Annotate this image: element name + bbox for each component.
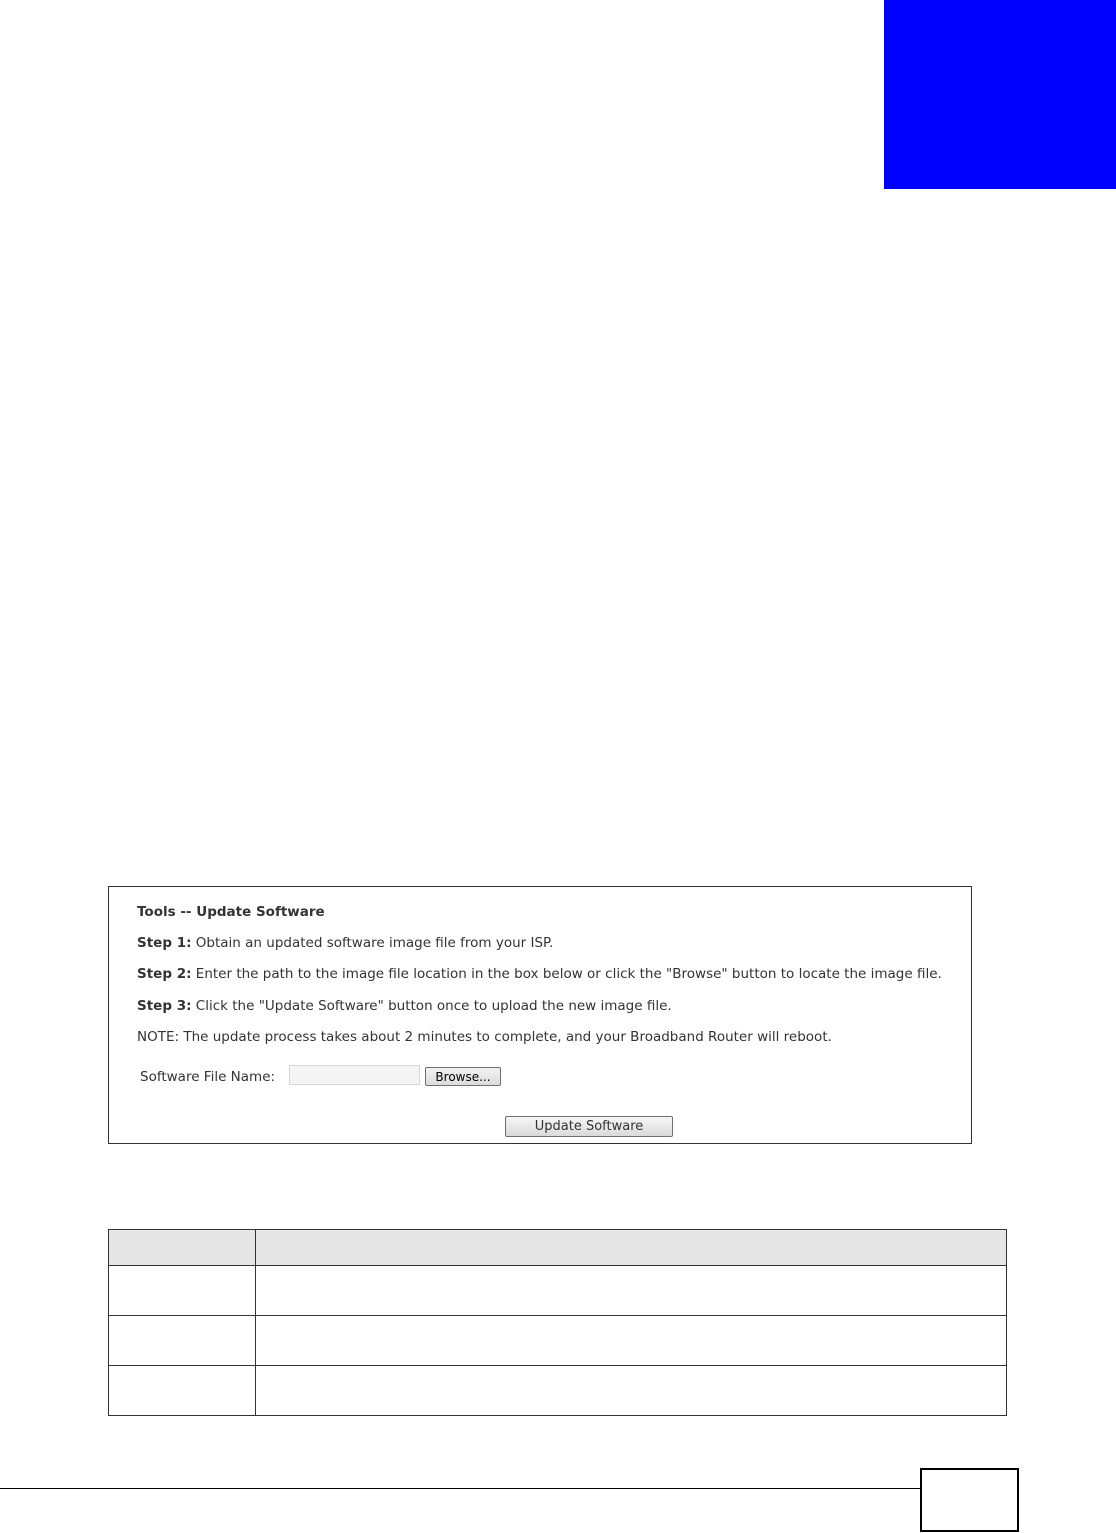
table-cell-description (256, 1366, 1007, 1416)
step-2-instruction (137, 966, 942, 982)
field-description-table (108, 1229, 1007, 1416)
table-cell-label (109, 1316, 256, 1366)
table-cell-description (256, 1316, 1007, 1366)
step-2-label: Step 2: (137, 966, 192, 982)
table-cell-label (109, 1366, 256, 1416)
update-software-button[interactable]: Update Software (505, 1116, 673, 1137)
chapter-tab (884, 0, 1116, 189)
step-3-instruction (137, 998, 672, 1014)
screen-title: Tools -- Update Software (137, 904, 325, 920)
step-3-text: Click the "Update Software" button once to upload the new image file. (191, 998, 672, 1014)
table-row (109, 1366, 1007, 1416)
update-note: NOTE: The update process takes about 2 minutes to complete, and your Broadband Router will reboot. (137, 1029, 832, 1045)
software-file-name-label: Software File Name: (140, 1069, 276, 1085)
page-number-box (920, 1468, 1019, 1532)
table-cell-label (109, 1266, 256, 1316)
update-software-screen (108, 886, 972, 1144)
step-2-text: Enter the path to the image file location in the box below or click the "Browse" button to locate the image file. (191, 966, 942, 982)
step-1-instruction (137, 935, 553, 951)
browse-button[interactable]: Browse... (425, 1067, 501, 1086)
step-1-text: Obtain an updated software image file from your ISP. (191, 935, 554, 951)
table-header-description-cell (256, 1230, 1007, 1266)
table-row (109, 1266, 1007, 1316)
table-header-row (109, 1230, 1007, 1266)
step-3-label: Step 3: (137, 998, 192, 1014)
table-row (109, 1316, 1007, 1366)
table-header-label-cell (109, 1230, 256, 1266)
software-file-name-input[interactable] (289, 1065, 420, 1085)
table-cell-description (256, 1266, 1007, 1316)
step-1-label: Step 1: (137, 935, 192, 951)
footer-rule (0, 1488, 920, 1489)
